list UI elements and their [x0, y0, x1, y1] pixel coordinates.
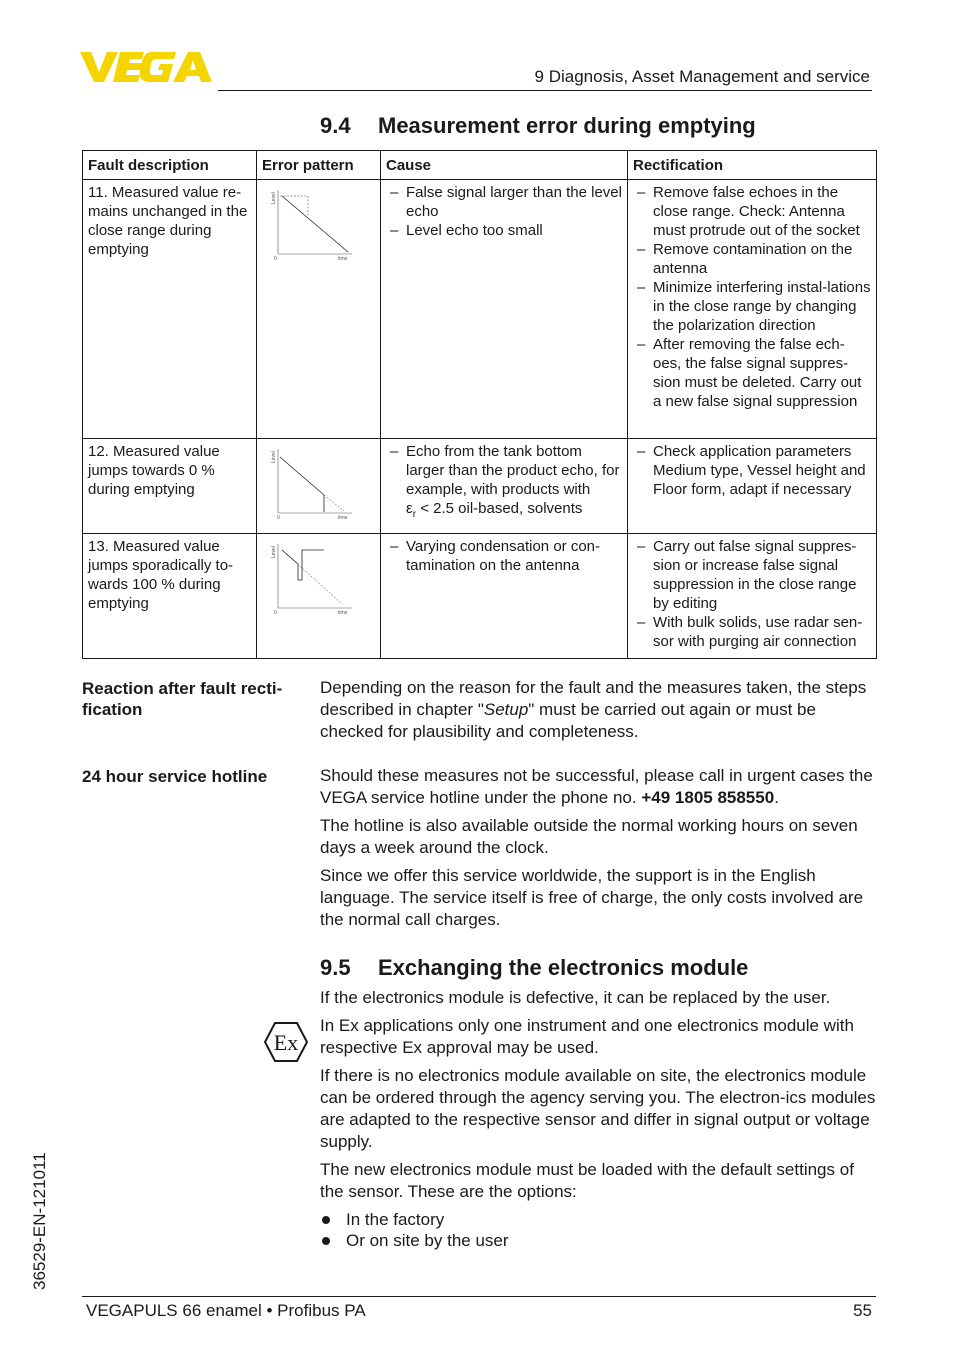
cause-cell — [381, 534, 628, 659]
section-title: Exchanging the electronics module — [378, 955, 749, 980]
fault-table — [82, 150, 877, 659]
table-row — [83, 180, 877, 439]
paragraph: In Ex applications only one instrument and one electronics module with respective Ex approval may be used. — [320, 1016, 854, 1057]
level-curve — [282, 550, 324, 580]
level-curve — [282, 196, 348, 252]
list-item: – Minimize interfering instal-lations in the close range by changing the polarization direction — [633, 278, 872, 335]
svg-text:Ex: Ex — [273, 1030, 299, 1055]
section-title: Measurement error during emptying — [378, 113, 756, 138]
rectification-list — [633, 442, 872, 499]
reaction-text-after: " must be carried out again or must be checked for plausibility and completeness. — [320, 700, 816, 741]
paragraph: If there is no electronics module available on site, the electronics module can be ordered through the agency serving you. The electron-ics modules are adapted to the respective sensor and differ in signal output or voltage supply. — [320, 1066, 876, 1151]
paragraph: The new electronics module must be loaded with the default settings of the sensor. These are the options: — [320, 1160, 854, 1201]
hotline-charges: Since we offer this service worldwide, the support is in the English language. The service itself is free of charge, the only costs involved are the normal call charges. — [320, 866, 864, 929]
page-number: 55 — [853, 1301, 872, 1320]
hotline-hours: The hotline is also available outside the normal working hours on seven days a week around the clock. — [320, 816, 858, 857]
hotline-phone: +49 1805 858550 — [641, 788, 775, 807]
list-item: Or on site by the user — [320, 1230, 876, 1251]
setup-chapter-ref: Setup — [483, 700, 529, 719]
error-pattern-chart-11 — [272, 186, 352, 262]
section-number: 9.4 — [320, 113, 351, 138]
rectification-cell — [628, 439, 877, 534]
paragraph: If the electronics module is defective, it can be replaced by the user. — [320, 988, 831, 1007]
section-heading-9-4 — [320, 113, 756, 139]
error-pattern-cell — [257, 180, 381, 439]
cause-list — [386, 537, 623, 575]
list-item: – Varying condensation or con-tamination on the antenna — [386, 537, 623, 575]
footer-rule — [82, 1296, 876, 1297]
list-item: – With bulk solids, use radar sen-sor with purging air connection — [633, 613, 872, 651]
document-id: 36529-EN-121011 — [30, 1152, 49, 1290]
column-header: Error pattern — [257, 151, 381, 180]
fault-description-cell: 11. Measured value re-mains unchanged in the close range during emptying — [83, 180, 257, 439]
hotline-text: Should these measures not be successful, please call in urgent cases the VEGA service hotline under the phone no. — [320, 766, 873, 807]
cause-list — [386, 442, 623, 524]
reaction-paragraph — [320, 677, 876, 749]
expected-curve — [324, 495, 344, 511]
cause-list — [386, 183, 623, 240]
epsilon-symbol: ε — [406, 500, 413, 517]
section-heading-9-5 — [320, 955, 748, 981]
rectification-list — [633, 537, 872, 651]
table-row — [83, 534, 877, 659]
error-pattern-cell — [257, 534, 381, 659]
table-row — [83, 439, 877, 534]
section-number: 9.5 — [320, 955, 351, 980]
list-item: – Check application parameters Medium type, Vessel height and Floor form, adapt if necessary — [633, 442, 872, 499]
error-pattern-cell — [257, 439, 381, 534]
hotline-label: 24 hour service hotline — [82, 767, 268, 786]
axis-label-origin: 0 — [277, 515, 280, 521]
cause-tail: < 2.5 oil-based, solvents — [420, 500, 583, 517]
list-item: – Remove false echoes in the close range. Check: Antenna must protrude out of the socket — [633, 183, 872, 240]
reaction-label: Reaction after fault recti-fication — [82, 679, 283, 719]
list-item: – After removing the false ech-oes, the false signal suppres-sion must be deleted. Carry out a new false signal suppression — [633, 335, 872, 411]
column-header: Rectification — [628, 151, 877, 180]
column-header: Fault description — [83, 151, 257, 180]
error-pattern-chart-13 — [272, 540, 352, 616]
axis-label-level: Level — [271, 546, 277, 558]
hotline-paragraphs — [320, 765, 876, 937]
cause-cell — [381, 439, 628, 534]
list-item: – False signal larger than the level echo — [386, 183, 623, 221]
column-header: Cause — [381, 151, 628, 180]
axis-label-level: Level — [271, 451, 277, 463]
hotline-text-end: . — [774, 788, 779, 807]
cause-text: Echo from the tank bottom larger than the product echo, for example, with products with — [406, 443, 620, 498]
chapter-title: 9 Diagnosis, Asset Management and service — [534, 67, 870, 86]
level-curve — [280, 457, 324, 495]
section-95-body — [320, 987, 876, 1251]
rectification-cell — [628, 534, 877, 659]
error-pattern-chart-12 — [272, 445, 352, 521]
fault-description-cell: 13. Measured value jumps sporadically to-wards 100 % during emptying — [83, 534, 257, 659]
reaction-text-before: Depending on the reason for the fault and the measures taken, the steps described in chapter " — [320, 678, 867, 719]
list-item: – Remove contamination on the antenna — [633, 240, 872, 278]
options-list — [320, 1209, 876, 1251]
subscript-r: r — [412, 509, 417, 520]
rectification-list — [633, 183, 872, 411]
rectification-cell — [628, 180, 877, 439]
list-item: – Level echo too small — [386, 221, 623, 240]
axis-label-level: Level — [271, 192, 277, 204]
axis-label-time: time — [338, 256, 348, 262]
header-rule — [218, 90, 872, 91]
axis-label-origin: 0 — [274, 610, 277, 616]
cause-cell — [381, 180, 628, 439]
list-item: In the factory — [320, 1209, 876, 1230]
axis-label-time: time — [338, 610, 348, 616]
list-item: – Carry out false signal suppres-sion or increase false signal suppression in the close range by editing — [633, 537, 872, 613]
list-item — [386, 442, 623, 524]
axis-label-origin: 0 — [274, 256, 277, 262]
table-header-row — [83, 151, 877, 180]
vega-logo — [80, 50, 212, 84]
ex-hazard-icon — [264, 1021, 308, 1063]
axis-label-time: time — [338, 515, 348, 521]
fault-description-cell: 12. Measured value jumps towards 0 % during emptying — [83, 439, 257, 534]
footer-product: VEGAPULS 66 enamel • Profibus PA — [86, 1301, 366, 1320]
